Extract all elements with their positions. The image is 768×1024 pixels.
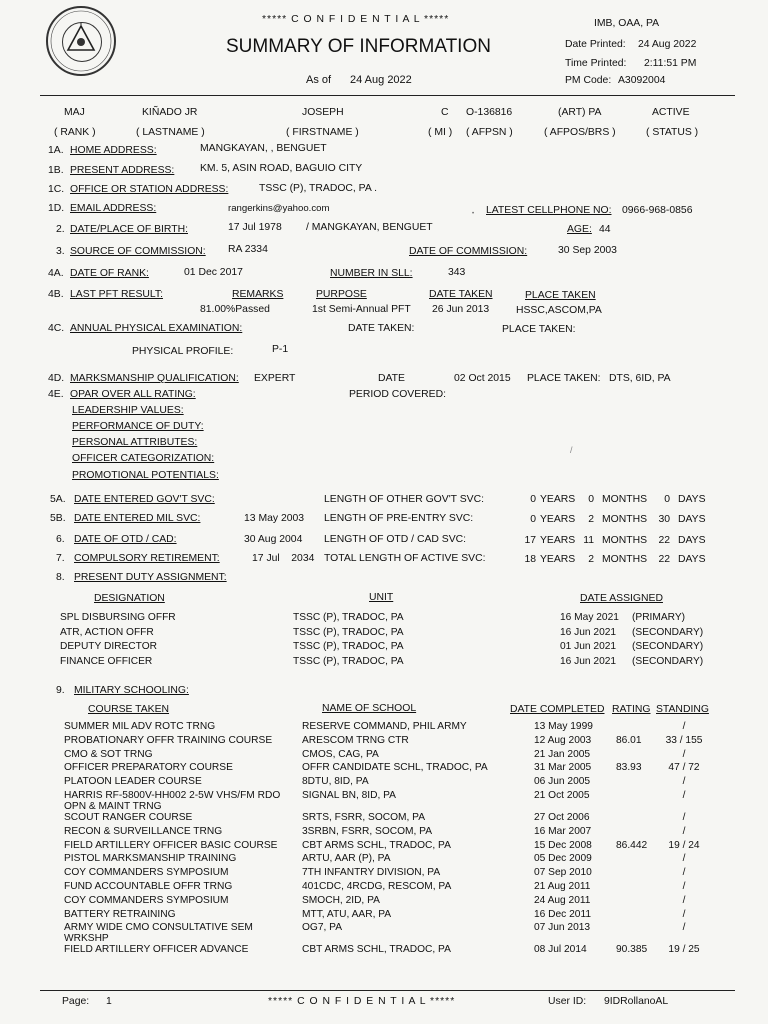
date-printed-label: Date Printed: [565,39,626,50]
months-unit: MONTHS [602,554,648,565]
soc-value: RA 2334 [228,244,268,255]
schooling-row [0,895,768,909]
course-name: SUMMER MIL ADV ROTC TRNG [64,721,216,732]
standing-value: 19 / 25 [668,944,700,956]
duty-type: (SECONDARY) [632,626,704,638]
months-unit: MONTHS [602,494,648,505]
school-name: CBT ARMS SCHL, TRADOC, PA [302,839,451,851]
school-name: CBT ARMS SCHL, TRADOC, PA [302,944,451,956]
rating-value: 86.01 [616,734,642,746]
school-name: 7TH INFANTRY DIVISION, PA [302,867,441,879]
months-unit: MONTHS [602,514,648,525]
office-value: TSSC (P), TRADOC, PA . [259,183,377,194]
school-name: SRTS, FSRR, SOCOM, PA [302,812,426,823]
sll-label: NUMBER IN SLL: [330,268,413,279]
doc-label: DATE OF COMMISSION: [409,246,528,257]
standing-value: / [682,853,686,865]
s5b-num: 5B. [50,513,66,524]
standing-value: / [682,776,686,788]
date-completed: 16 Mar 2007 [534,825,592,837]
s5b-value: 13 May 2003 [244,513,305,524]
pob-value: / MANGKAYAN, BENGUET [306,222,433,233]
home-num: 1A. [48,145,64,156]
date-completed: 21 Jan 2005 [534,748,591,760]
page-label: Page: [62,996,90,1007]
duty-unit: TSSC (P), TRADOC, PA [293,626,404,638]
course-name: PISTOL MARKSMANSHIP TRAINING [64,853,237,865]
pft-date: 26 Jun 2013 [432,304,490,315]
home-value: MANGKAYAN, , BENGUET [200,143,327,154]
date-completed: 08 Jul 2014 [534,944,587,956]
school-name: 8DTU, 8ID, PA [302,776,369,788]
schooling-row [0,749,768,763]
schooling-row [0,840,768,854]
dob-value: 17 Jul 1978 [228,222,282,233]
mq-place-label: PLACE TAKEN: [527,373,601,384]
mq-value: EXPERT [254,373,296,384]
school-name: SMOCH, 2ID, PA [302,894,380,906]
schooling-row [0,776,768,790]
course-name-cont: OPN & MAINT TRNG [64,801,162,812]
standing-value: / [682,922,686,934]
standing-value: / [682,721,686,732]
course-name: PROBATIONARY OFFR TRAINING COURSE [64,734,273,746]
mq-date-label: DATE [378,373,405,384]
date-completed: 06 Jun 2005 [534,776,591,788]
months-unit: MONTHS [602,535,648,546]
dob-label: DATE/PLACE OF BIRTH: [70,224,188,235]
s5b-days: 30 [658,514,670,525]
dor-num: 4A. [48,268,64,279]
sll-value: 343 [448,267,466,278]
course-name: COY COMMANDERS SYMPOSIUM [64,894,229,906]
date-completed: 24 Aug 2011 [534,894,591,906]
afpos-label: ( AFPOS/BRS ) [544,127,616,138]
standing-value: / [682,748,686,760]
course-name: FIELD ARTILLERY OFFICER BASIC COURSE [64,839,278,851]
s8-label: PRESENT DUTY ASSIGNMENT: [74,572,227,583]
dob-num: 2. [56,224,65,235]
ape-place-label: PLACE TAKEN: [502,324,576,335]
firstname-label: ( FIRSTNAME ) [286,127,359,138]
days-unit: DAYS [678,494,706,505]
s7-years: 18 [524,554,536,565]
s5b-length-label: LENGTH OF PRE-ENTRY SVC: [324,513,474,524]
schooling-row [0,867,768,881]
days-unit: DAYS [678,554,706,565]
afpsn-value: O-136816 [466,107,513,118]
user-id-label: User ID: [548,996,587,1007]
soc-label: SOURCE OF COMMISSION: [70,246,206,257]
age-value: 44 [599,224,611,235]
office-label: OFFICE OR STATION ADDRESS: [70,184,229,195]
date-completed: 07 Sep 2010 [534,867,592,879]
opar-num: 4E. [48,389,64,400]
school-header: NAME OF SCHOOL [322,703,417,714]
date-completed-header: DATE COMPLETED [510,704,605,715]
standing-value: / [682,825,686,837]
duty-date-header: DATE ASSIGNED [580,593,663,604]
duty-designation: ATR, ACTION OFFR [60,626,154,638]
s6-years: 17 [524,535,536,546]
standing-value: 47 / 72 [668,762,700,774]
pft-place: HSSC,ASCOM,PA [516,305,602,316]
s5a-days: 0 [664,494,670,505]
categorization-label: OFFICER CATEGORIZATION: [72,453,215,464]
schooling-num: 9. [56,685,65,696]
status-value: ACTIVE [652,107,690,118]
standing-value: / [682,790,686,801]
duty-designation: DEPUTY DIRECTOR [60,641,157,652]
confidential-bottom: ***** C O N F I D E N T I A L ***** [268,996,456,1007]
schooling-row [0,909,768,923]
duty-unit-header: UNIT [369,592,394,603]
s5b-years: 0 [530,514,536,525]
s8-num: 8. [56,572,65,583]
school-name: RESERVE COMMAND, PHIL ARMY [302,721,467,732]
s7-length-label: TOTAL LENGTH OF ACTIVE SVC: [324,553,486,564]
firstname-value: JOSEPH [302,107,344,118]
s5a-length-label: LENGTH OF OTHER GOV'T SVC: [324,494,484,505]
leadership-label: LEADERSHIP VALUES: [72,405,184,416]
pft-remarks-header: REMARKS [232,289,284,300]
seal-logo [46,6,116,76]
duty-unit: TSSC (P), TRADOC, PA [293,655,404,667]
course-name: ARMY WIDE CMO CONSULTATIVE SEM [64,922,253,934]
course-name: CMO & SOT TRNG [64,748,153,760]
ape-date-label: DATE TAKEN: [348,323,415,334]
duty-row [0,627,768,641]
user-id: 9IDRollanoAL [604,996,669,1007]
page-title: SUMMARY OF INFORMATION [226,36,491,57]
course-name: PLATOON LEADER COURSE [64,776,202,788]
s7-num: 7. [56,553,65,564]
email-value: rangerkins@yahoo.com [228,203,330,214]
pft-num: 4B. [48,289,64,300]
lastname-label: ( LASTNAME ) [136,127,205,138]
date-completed: 16 Dec 2011 [534,908,592,920]
duty-type: (SECONDARY) [632,655,704,667]
standing-value: / [682,812,686,823]
duty-row [0,612,768,626]
s5b-label: DATE ENTERED MIL SVC: [74,513,201,524]
years-unit: YEARS [540,514,576,525]
time-printed: 2:11:51 PM [644,58,697,69]
present-label: PRESENT ADDRESS: [70,165,175,176]
afpsn-label: ( AFPSN ) [466,127,513,138]
confidential-top: ***** C O N F I D E N T I A L ***** [262,14,450,25]
s7-days: 22 [658,554,670,565]
time-printed-label: Time Printed: [565,58,627,69]
duty-row [0,641,768,655]
years-unit: YEARS [540,554,576,565]
schooling-row [0,812,768,826]
dor-value: 01 Dec 2017 [184,267,243,278]
s6-value: 30 Aug 2004 [244,534,303,545]
s5a-years: 0 [530,494,536,505]
rank-label: ( RANK ) [54,127,96,138]
standing-value: / [682,867,686,879]
schooling-row [0,790,768,812]
date-completed: 12 Aug 2003 [534,734,592,746]
mq-place: DTS, 6ID, PA [609,373,671,384]
schooling-row [0,944,768,958]
course-name: OFFICER PREPARATORY COURSE [64,762,233,774]
pft-purpose: 1st Semi-Annual PFT [312,304,411,315]
course-name-cont: WRKSHP [64,933,109,945]
present-num: 1B. [48,165,64,176]
date-completed: 15 Dec 2008 [534,839,592,851]
mi-value: C [441,107,449,118]
school-name: OG7, PA [302,922,343,934]
ape-num: 4C. [48,323,65,334]
pft-label: LAST PFT RESULT: [70,289,163,300]
s7-label: COMPULSORY RETIREMENT: [74,553,220,564]
duty-unit: TSSC (P), TRADOC, PA [293,641,404,652]
header-divider [40,95,735,96]
schooling-row [0,762,768,776]
afpos-value: (ART) PA [558,107,602,118]
page-number: 1 [106,996,112,1007]
pft-purpose-header: PURPOSE [316,289,367,300]
date-completed: 21 Aug 2011 [534,881,591,892]
pft-date-header: DATE TAKEN [429,289,493,300]
mq-label: MARKSMANSHIP QUALIFICATION: [70,373,239,384]
pft-score: 81.00%Passed [200,304,270,315]
soc-num: 3. [56,246,65,257]
pm-code-label: PM Code: [565,75,612,86]
as-of-label: As of [306,74,332,86]
rating-value: 90.385 [616,944,648,956]
date-completed: 13 May 1999 [534,721,593,732]
date-completed: 05 Dec 2009 [534,853,592,865]
profile-value: P-1 [272,344,289,355]
s6-months: 11 [583,535,594,546]
status-label: ( STATUS ) [646,127,699,138]
home-label: HOME ADDRESS: [70,145,157,156]
pm-code: A3092004 [618,75,666,86]
footer-divider [40,990,735,991]
standing-value: 19 / 24 [668,839,700,851]
schooling-row [0,721,768,735]
school-name: CMOS, CAG, PA [302,748,379,760]
duty-row [0,656,768,670]
schooling-row [0,922,768,945]
duty-type: (PRIMARY) [632,612,686,623]
personal-label: PERSONAL ATTRIBUTES: [72,437,198,448]
performance-label: PERFORMANCE OF DUTY: [72,421,204,432]
office-num: 1C. [48,184,65,195]
course-name: FIELD ARTILLERY OFFICER ADVANCE [64,944,249,956]
date-completed: 27 Oct 2006 [534,812,590,823]
duty-date: 16 May 2021 [560,612,619,623]
school-name: MTT, ATU, AAR, PA [302,908,392,920]
course-name: BATTERY RETRAINING [64,908,176,920]
mq-num: 4D. [48,373,65,384]
age-label: AGE: [567,224,592,235]
rank-value: MAJ [64,107,85,118]
cellphone-label: LATEST CELLPHONE NO: [486,205,612,216]
duty-type: (SECONDARY) [632,641,704,652]
date-completed: 07 Jun 2013 [534,922,591,934]
mi-label: ( MI ) [428,127,453,138]
scan-speck: • [472,211,475,217]
s5b-months: 2 [588,514,594,525]
duty-designation: FINANCE OFFICER [60,655,153,667]
present-value: KM. 5, ASIN ROAD, BAGUIO CITY [200,163,363,174]
mq-date: 02 Oct 2015 [454,373,511,384]
lastname-value: KIÑADO JR [142,107,198,118]
standing-value: / [682,894,686,906]
office-code: IMB, OAA, PA [594,18,660,29]
s5a-num: 5A. [50,494,66,505]
years-unit: YEARS [540,535,576,546]
standing-header: STANDING [656,704,709,715]
s6-days: 22 [658,535,670,546]
s7-months: 2 [588,554,594,565]
doc-value: 30 Sep 2003 [558,245,617,256]
rating-value: 83.93 [616,762,642,774]
years-unit: YEARS [540,494,576,505]
s5a-months: 0 [588,494,594,505]
cellphone-value: 0966-968-0856 [622,205,693,216]
duty-designation: SPL DISBURSING OFFR [60,612,176,623]
period-label: PERIOD COVERED: [349,389,446,400]
pft-place-header: PLACE TAKEN [525,290,596,301]
duty-date: 16 Jun 2021 [560,655,617,667]
course-name: HARRIS RF-5800V-HH002 2-5W VHS/FM RDO [64,790,281,801]
schooling-row [0,853,768,867]
duty-designation-header: DESIGNATION [94,593,165,604]
course-name: COY COMMANDERS SYMPOSIUM [64,867,229,879]
days-unit: DAYS [678,535,706,546]
date-completed: 21 Oct 2005 [534,790,590,801]
course-name: SCOUT RANGER COURSE [64,812,193,823]
school-name: ARTU, AAR (P), PA [302,853,391,865]
schooling-title: MILITARY SCHOOLING: [74,685,189,696]
standing-value: / [682,881,686,892]
date-printed: 24 Aug 2022 [638,39,697,50]
school-name: ARESCOM TRNG CTR [302,734,409,746]
as-of-date: 24 Aug 2022 [350,74,412,86]
s6-length-label: LENGTH OF OTD / CAD SVC: [324,534,467,545]
duty-date: 16 Jun 2021 [560,626,617,638]
days-unit: DAYS [678,514,706,525]
s6-label: DATE OF OTD / CAD: [74,534,177,545]
course-header: COURSE TAKEN [88,704,170,715]
school-name: 401CDC, 4RCDG, RESCOM, PA [302,881,452,892]
promotional-label: PROMOTIONAL POTENTIALS: [72,470,219,481]
scan-speck: / [570,445,573,455]
duty-unit: TSSC (P), TRADOC, PA [293,612,404,623]
profile-label: PHYSICAL PROFILE: [132,346,234,357]
school-name: SIGNAL BN, 8ID, PA [302,790,396,801]
email-num: 1D. [48,203,65,214]
schooling-row [0,826,768,840]
dor-label: DATE OF RANK: [70,268,149,279]
email-label: EMAIL ADDRESS: [70,203,157,214]
rating-header: RATING [612,704,651,715]
school-name: OFFR CANDIDATE SCHL, TRADOC, PA [302,762,488,774]
course-name: FUND ACCOUNTABLE OFFR TRNG [64,881,233,892]
date-completed: 31 Mar 2005 [534,762,592,774]
course-name: RECON & SURVEILLANCE TRNG [64,825,223,837]
s7-value: 17 Jul 2034 [252,553,315,564]
s5a-label: DATE ENTERED GOV'T SVC: [74,494,215,505]
opar-label: OPAR OVER ALL RATING: [70,389,196,400]
s6-num: 6. [56,534,65,545]
rating-value: 86.442 [616,839,648,851]
standing-value: 33 / 155 [665,734,703,746]
school-name: 3SRBN, FSRR, SOCOM, PA [302,825,433,837]
schooling-row [0,881,768,895]
ape-label: ANNUAL PHYSICAL EXAMINATION: [70,323,243,334]
standing-value: / [682,908,686,920]
schooling-row [0,735,768,749]
duty-date: 01 Jun 2021 [560,641,617,652]
